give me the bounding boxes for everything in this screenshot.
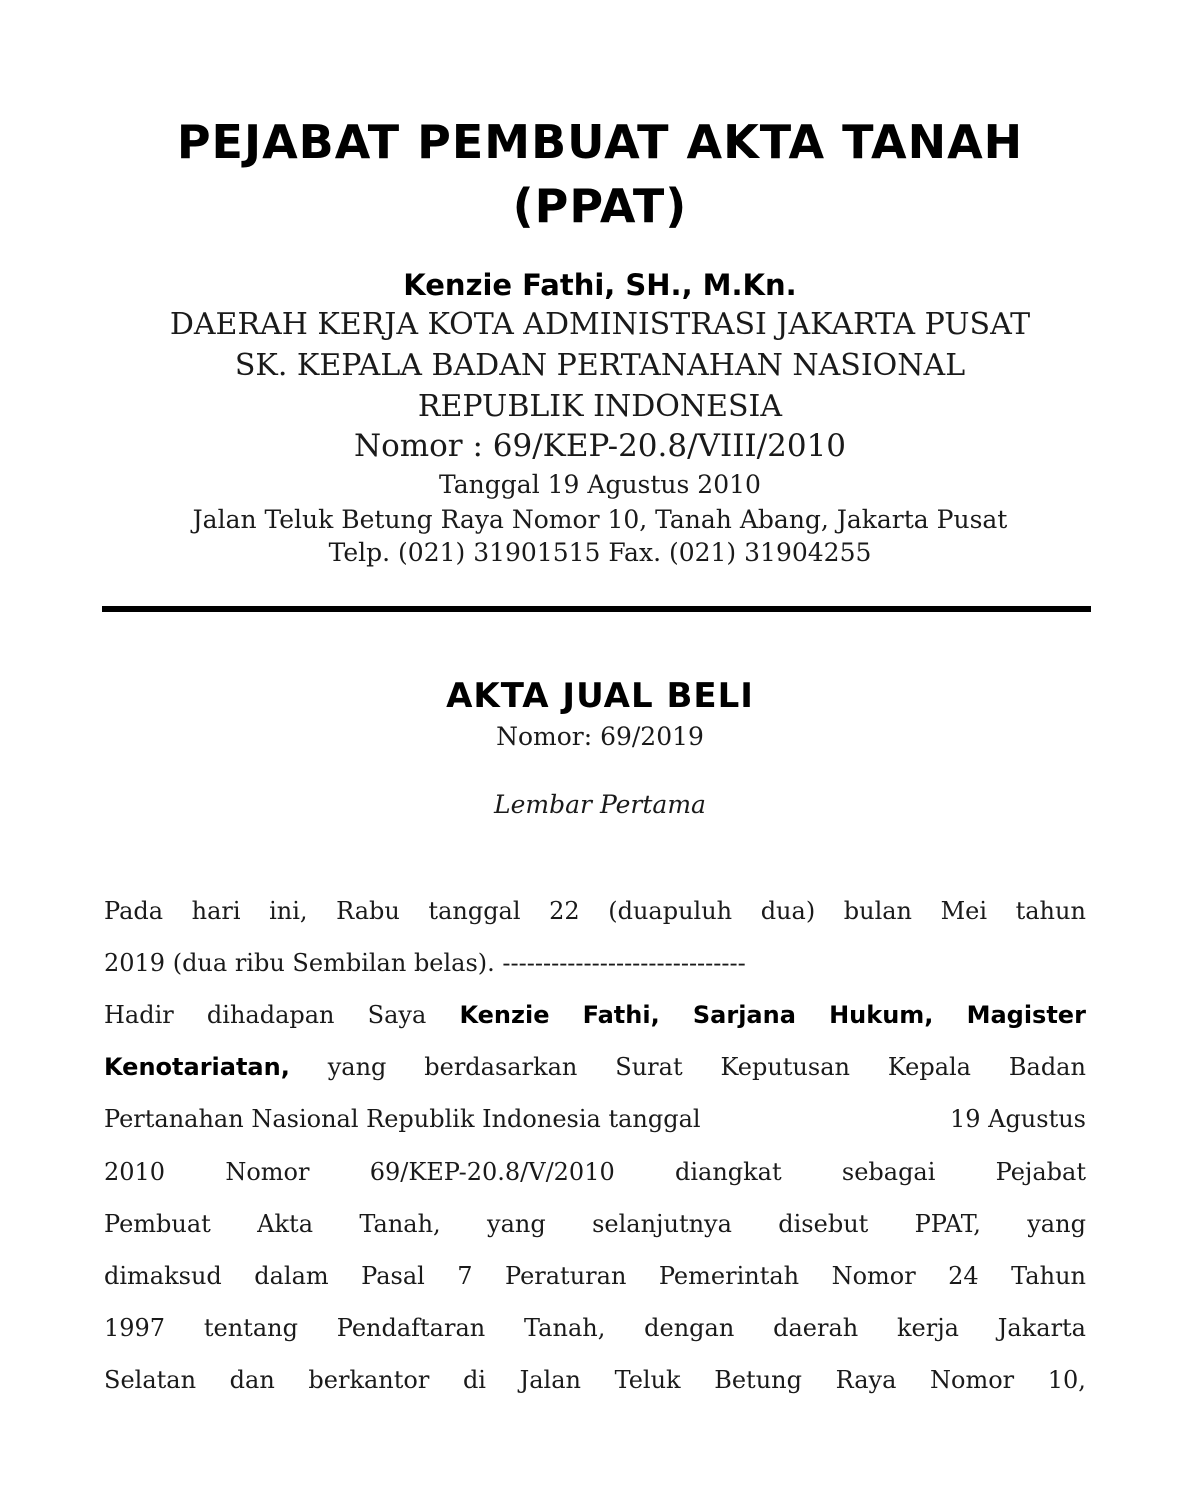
word: Teluk — [614, 1366, 681, 1394]
word: 1997 — [104, 1314, 166, 1342]
word: bulan — [843, 897, 913, 925]
appearer-name-word: Kenotariatan, — [104, 1053, 290, 1081]
word: 2010 — [104, 1158, 166, 1186]
word: Rabu — [336, 897, 400, 925]
word: Tanah, — [524, 1314, 606, 1342]
word: tentang — [203, 1314, 298, 1342]
word: Surat — [615, 1053, 683, 1081]
word: Nomor — [831, 1262, 916, 1290]
body-line-2 — [104, 946, 1086, 980]
body-line-7 — [104, 1207, 1086, 1241]
word: ini, — [269, 897, 308, 925]
word: daerah — [773, 1314, 859, 1342]
word: Betung — [714, 1366, 802, 1394]
word: Nomor — [225, 1158, 310, 1186]
word: Saya — [367, 1001, 427, 1029]
word: Raya — [835, 1366, 897, 1394]
word: Selatan — [104, 1366, 197, 1394]
line-text: 2019 (dua ribu Sembilan belas). ------------------------------ — [104, 949, 746, 977]
word: Tahun — [1011, 1262, 1086, 1290]
body-line-10 — [104, 1363, 1086, 1397]
appearer-name-word: Hukum, — [829, 1001, 934, 1029]
word: kerja — [897, 1314, 959, 1342]
word: Peraturan — [505, 1262, 627, 1290]
body-line-5 — [104, 1102, 1086, 1136]
segment: 19 Agustus — [949, 1105, 1086, 1133]
word: dalam — [254, 1262, 329, 1290]
word: Kepala — [887, 1053, 971, 1081]
deed-number: Nomor: 69/2019 — [496, 722, 704, 751]
body-line-4 — [104, 1050, 1086, 1084]
word: disebut — [778, 1210, 869, 1238]
office-address: Jalan Teluk Betung Raya Nomor 10, Tanah Abang, Jakarta Pusat — [192, 505, 1008, 534]
word: Keputusan — [720, 1053, 850, 1081]
word: hari — [191, 897, 241, 925]
office-contact: Telp. (021) 31901515 Fax. (021) 31904255 — [328, 538, 872, 567]
appearer-name-word: Sarjana — [692, 1001, 796, 1029]
word: 69/KEP-20.8/V/2010 — [369, 1158, 615, 1186]
decree-date: Tanggal 19 Agustus 2010 — [439, 470, 761, 499]
word: berdasarkan — [424, 1053, 578, 1081]
word: dihadapan — [206, 1001, 335, 1029]
body-line-6 — [104, 1155, 1086, 1189]
word: yang — [327, 1053, 387, 1081]
deed-title: AKTA JUAL BELI — [446, 676, 754, 716]
sheet-label: Lembar Pertama — [494, 790, 706, 819]
body-line-3 — [104, 998, 1086, 1032]
office-title — [0, 110, 1200, 238]
body-line-1 — [104, 894, 1086, 928]
officer-name: Kenzie Fathi, SH., M.Kn. — [403, 268, 797, 302]
word: selanjutnya — [592, 1210, 732, 1238]
word: Pasal — [361, 1262, 425, 1290]
word: tahun — [1015, 897, 1086, 925]
body-line-8 — [104, 1259, 1086, 1293]
word: Nomor — [930, 1366, 1015, 1394]
word: Pembuat — [104, 1210, 211, 1238]
decree-issuer-line-2: REPUBLIK INDONESIA — [417, 389, 783, 424]
word: dimaksud — [104, 1262, 222, 1290]
word: diangkat — [674, 1158, 782, 1186]
work-area: DAERAH KERJA KOTA ADMINISTRASI JAKARTA PUSAT — [169, 307, 1031, 342]
word: Pejabat — [995, 1158, 1086, 1186]
word: di — [462, 1366, 486, 1394]
word: Hadir — [104, 1001, 174, 1029]
word: yang — [1027, 1210, 1086, 1238]
word: Akta — [257, 1210, 313, 1238]
segment: Pertanahan Nasional Republik Indonesia tanggal — [104, 1105, 701, 1133]
word: dengan — [644, 1314, 735, 1342]
word: tanggal — [428, 897, 521, 925]
word: Pemerintah — [658, 1262, 800, 1290]
word: Mei — [940, 897, 988, 925]
appearer-name-word: Magister — [966, 1001, 1086, 1029]
word: PPAT, — [914, 1210, 981, 1238]
word: yang — [487, 1210, 546, 1238]
appearer-name-word: Kenzie — [459, 1001, 550, 1029]
decree-issuer-line-1: SK. KEPALA BADAN PERTANAHAN NASIONAL — [234, 348, 966, 383]
word: Pada — [104, 897, 164, 925]
word: Jalan — [519, 1366, 581, 1394]
word: 7 — [457, 1262, 473, 1290]
word: berkantor — [308, 1366, 430, 1394]
decree-number: Nomor : 69/KEP-20.8/VIII/2010 — [353, 428, 847, 464]
word: Badan — [1008, 1053, 1086, 1081]
body-line-9 — [104, 1311, 1086, 1345]
word: (duapuluh — [608, 897, 733, 925]
word: dua) — [760, 897, 816, 925]
word: Jakarta — [997, 1314, 1086, 1342]
word: 22 — [549, 897, 580, 925]
header-divider — [102, 606, 1091, 612]
word: Tanah, — [359, 1210, 441, 1238]
office-title-line-1: PEJABAT PEMBUAT AKTA TANAH — [176, 115, 1024, 169]
office-title-line-2: (PPAT) — [512, 179, 688, 233]
word: 24 — [948, 1262, 979, 1290]
word: Pendaftaran — [336, 1314, 486, 1342]
word: sebagai — [841, 1158, 936, 1186]
word: dan — [229, 1366, 275, 1394]
appearer-name-word: Fathi, — [582, 1001, 660, 1029]
word: 10, — [1047, 1366, 1086, 1394]
